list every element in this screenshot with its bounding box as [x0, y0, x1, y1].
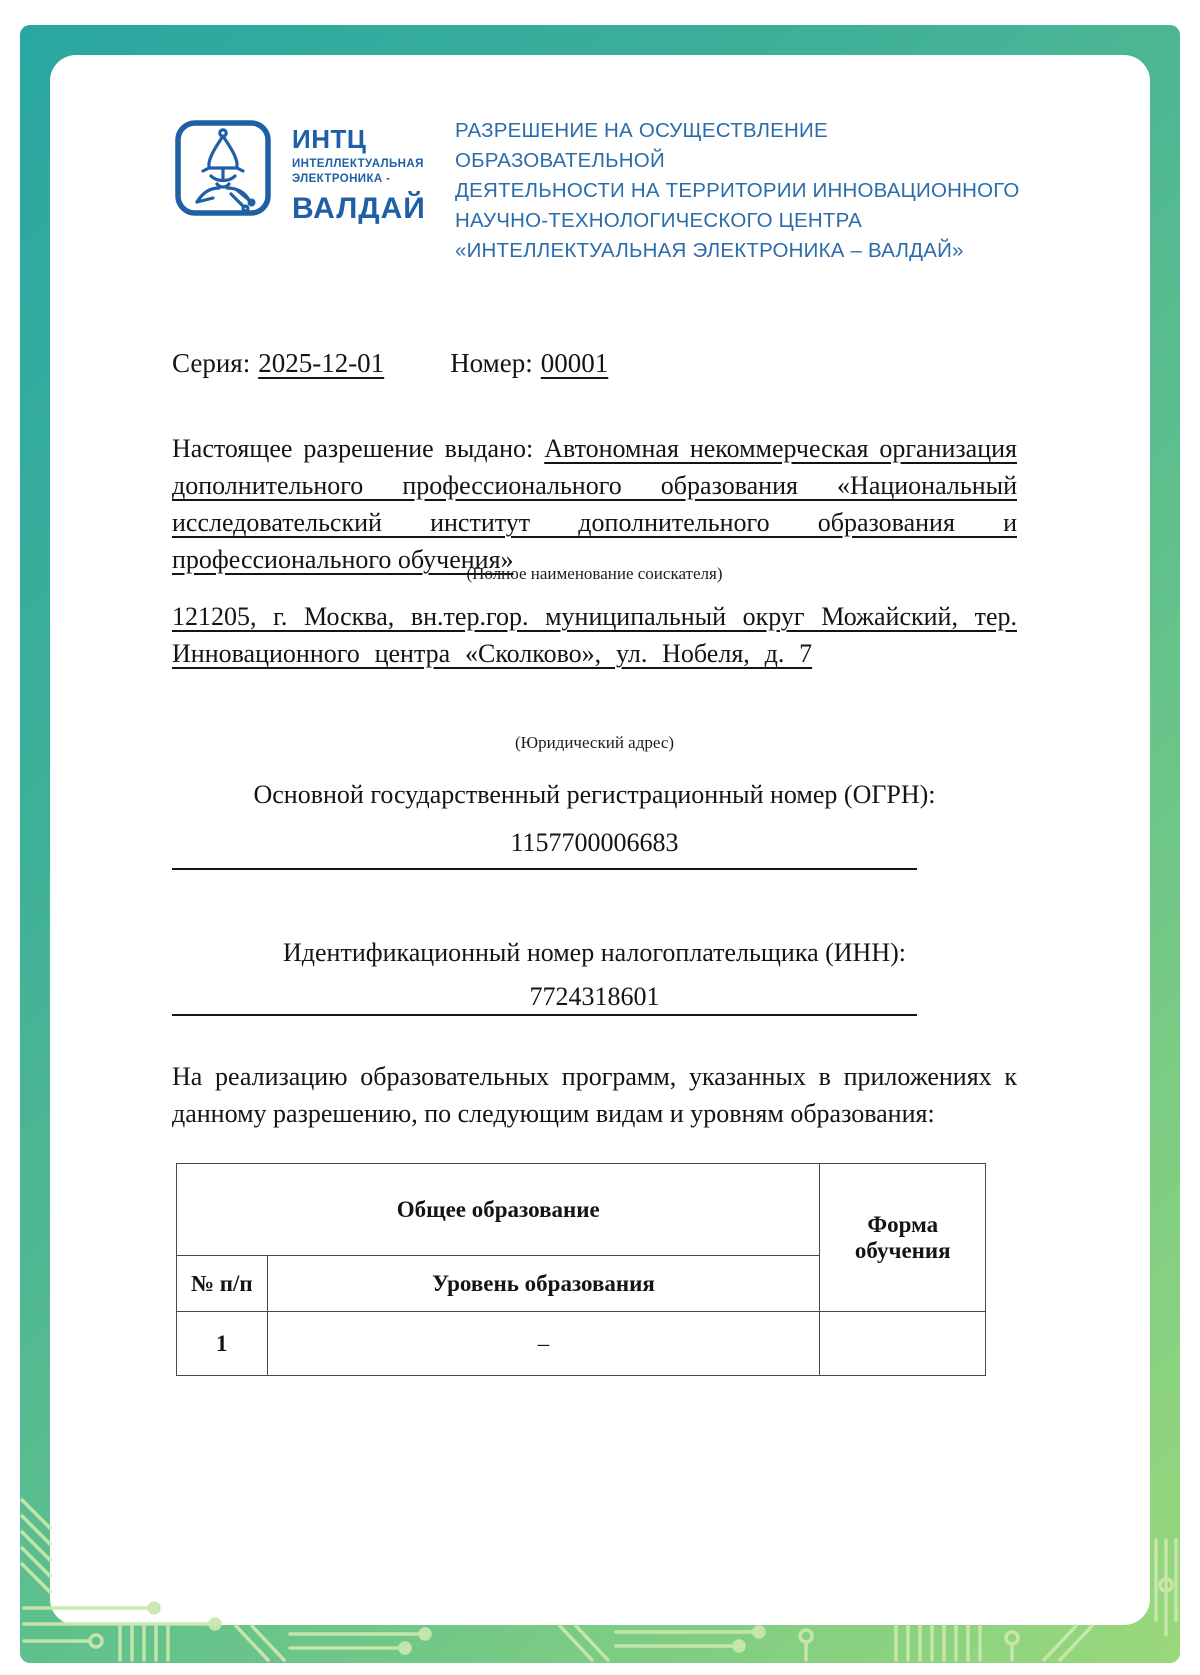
series-label: Серия: — [172, 348, 251, 378]
ogrn-value: 1157700006683 — [510, 828, 679, 857]
table-row-form-cell — [820, 1312, 986, 1376]
table-col-num-header: № п/п — [177, 1256, 268, 1312]
issued-label: Настоящее разрешение выдано: — [172, 434, 545, 463]
legal-address: 121205, г. Москва, вн.тер.гор. муниципальный округ Можайский, тер. Инновационного центра «Сколково», ул. Нобеля, д. 7 — [172, 602, 1017, 668]
table-row — [177, 1312, 986, 1376]
address-caption: (Юридический адрес) — [514, 733, 675, 752]
ogrn-label: Основной государственный регистрационный номер (ОГРН): — [253, 780, 936, 809]
inn-value: 7724318601 — [529, 982, 660, 1011]
table-col-level-header: Уровень образования — [267, 1256, 820, 1312]
logo-line2: ЭЛЕКТРОНИКА - — [292, 172, 391, 185]
logo-line1: ИНТЕЛЛЕКТУАЛЬНАЯ — [292, 158, 424, 170]
document-title — [455, 116, 1035, 266]
number-label: Номер: — [450, 348, 533, 378]
education-levels-table — [176, 1163, 986, 1376]
number-value: 00001 — [540, 348, 609, 378]
logo-name: ВАЛДАЙ — [292, 192, 426, 225]
logo-wordmark — [292, 126, 426, 224]
issued-organization-name: Автономная некоммерческая организация дополнительного профессионального образования «Национальный исследовательский институт дополнительного образования и профессионального обучения» — [172, 434, 1018, 574]
table-row-num-cell: 1 — [177, 1312, 268, 1376]
intc-valday-logo-icon — [173, 118, 273, 218]
issued-caption: (Полное наименование соискателя) — [466, 564, 723, 583]
title-line: РАЗРЕШЕНИЕ НА ОСУЩЕСТВЛЕНИЕ ОБРАЗОВАТЕЛЬНОЙ — [455, 119, 828, 172]
ogrn-underline — [172, 868, 917, 870]
inn-underline — [172, 1014, 917, 1016]
series-number-row — [172, 348, 608, 379]
title-line: НАУЧНО-ТЕХНОЛОГИЧЕСКОГО ЦЕНТРА — [455, 209, 862, 232]
legal-address-paragraph — [172, 598, 1017, 672]
title-line: «ИНТЕЛЛЕКТУАЛЬНАЯ ЭЛЕКТРОНИКА – ВАЛДАЙ» — [455, 239, 964, 262]
table-group-header-cell: Общее образование — [177, 1164, 820, 1256]
programs-paragraph: На реализацию образовательных программ, указанных в приложениях к данному разрешению, по следующим видам и уровням образования: — [172, 1062, 1017, 1128]
logo-org-short: ИНТЦ — [292, 124, 367, 154]
inn-label: Идентификационный номер налогоплательщика (ИНН): — [283, 938, 906, 967]
table-row-level-cell: – — [267, 1312, 820, 1376]
table-group-header-row — [177, 1164, 986, 1256]
title-line: ДЕЯТЕЛЬНОСТИ НА ТЕРРИТОРИИ ИННОВАЦИОННОГО — [455, 179, 1020, 202]
series-value: 2025-12-01 — [258, 348, 385, 378]
table-form-header-cell: Форма обучения — [820, 1164, 986, 1312]
issued-to-paragraph — [172, 430, 1017, 578]
